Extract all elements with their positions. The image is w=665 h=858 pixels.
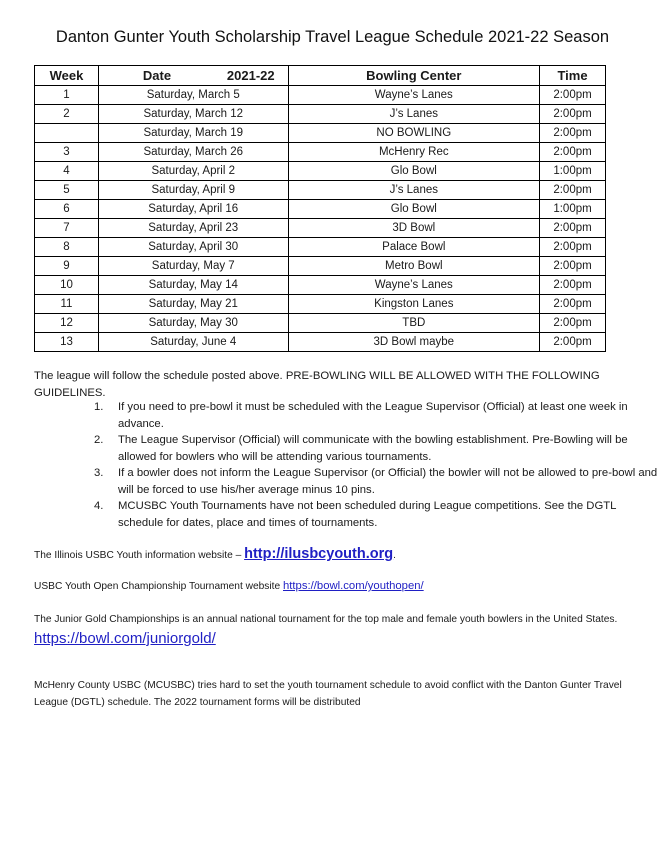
guideline-number: 2.: [94, 434, 104, 446]
cell-time: 2:00pm: [540, 86, 606, 105]
cell-date: Saturday, April 23: [98, 219, 288, 238]
table-row: [35, 181, 606, 200]
table-row: [35, 276, 606, 295]
cell-week: 9: [35, 257, 99, 276]
header-time: Time: [540, 66, 606, 86]
table-row: [35, 124, 606, 143]
cell-time: 2:00pm: [540, 238, 606, 257]
cell-date: Saturday, May 30: [98, 314, 288, 333]
cell-bowling-center: Kingston Lanes: [288, 295, 539, 314]
cell-week: 4: [35, 162, 99, 181]
intro-paragraph: The league will follow the schedule posted above. PRE-BOWLING WILL BE ALLOWED WITH THE FOLLOWING GUIDELINES.: [34, 370, 600, 399]
header-bowling-center: Bowling Center: [288, 66, 539, 86]
table-row: [35, 162, 606, 181]
cell-date: Saturday, March 26: [98, 143, 288, 162]
guideline-text: MCUSBC Youth Tournaments have not been scheduled during League competitions. See the DGTL schedule for dates, place and times of tournaments.: [118, 500, 617, 529]
cell-bowling-center: Wayne’s Lanes: [288, 86, 539, 105]
cell-week: 6: [35, 200, 99, 219]
table-row: [35, 333, 606, 352]
cell-bowling-center: NO BOWLING: [288, 124, 539, 143]
table-row: [35, 86, 606, 105]
mcusbc-paragraph: McHenry County USBC (MCUSBC) tries hard to set the youth tournament schedule to avoid conflict with the Danton Gunter Travel League (DGTL) schedule. The 2022 tournament forms will be distributed: [34, 680, 622, 708]
illinois-usbc-suffix: .: [393, 550, 396, 561]
cell-week: 12: [35, 314, 99, 333]
table-row: [35, 105, 606, 124]
page-title: Danton Gunter Youth Scholarship Travel League Schedule 2021-22 Season: [55, 28, 610, 46]
guideline-item: [94, 432, 658, 465]
youth-open-text: USBC Youth Open Championship Tournament website: [34, 581, 283, 592]
cell-week: 13: [35, 333, 99, 352]
guideline-text: The League Supervisor (Official) will communicate with the bowling establishment. Pre-Bowling will be allowed for bowlers who will be attending various tournaments.: [118, 434, 628, 463]
cell-week: 7: [35, 219, 99, 238]
table-row: [35, 238, 606, 257]
cell-bowling-center: J’s Lanes: [288, 181, 539, 200]
cell-bowling-center: Glo Bowl: [288, 162, 539, 181]
junior-gold-paragraph: [34, 610, 634, 650]
table-header-row: [35, 66, 606, 86]
cell-week: 2: [35, 105, 99, 124]
cell-date: Saturday, March 5: [98, 86, 288, 105]
youth-open-line: [34, 578, 634, 595]
header-date-label: Date: [142, 68, 172, 83]
cell-bowling-center: 3D Bowl maybe: [288, 333, 539, 352]
table-row: [35, 200, 606, 219]
cell-time: 1:00pm: [540, 162, 606, 181]
guideline-number: 3.: [94, 467, 104, 479]
cell-bowling-center: Wayne’s Lanes: [288, 276, 539, 295]
table-row: [35, 314, 606, 333]
schedule-body: [35, 86, 606, 352]
cell-date: Saturday, April 16: [98, 200, 288, 219]
junior-gold-link[interactable]: https://bowl.com/juniorgold/: [34, 630, 216, 647]
guideline-number: 1.: [94, 401, 104, 413]
guideline-text: If a bowler does not inform the League Supervisor (or Official) the bowler will not be allowed to pre-bowl and will be forced to use his/her average minus 10 pins.: [118, 467, 658, 496]
cell-bowling-center: McHenry Rec: [288, 143, 539, 162]
table-row: [35, 295, 606, 314]
cell-date: Saturday, May 14: [98, 276, 288, 295]
illinois-usbc-line: [34, 546, 634, 564]
cell-time: 1:00pm: [540, 200, 606, 219]
illinois-usbc-link[interactable]: http://ilusbcyouth.org: [244, 546, 394, 562]
cell-time: 2:00pm: [540, 314, 606, 333]
cell-date: Saturday, May 21: [98, 295, 288, 314]
schedule-table: [34, 65, 606, 352]
youth-open-link[interactable]: https://bowl.com/youthopen/: [283, 580, 424, 592]
guideline-item: [94, 498, 658, 531]
cell-time: 2:00pm: [540, 257, 606, 276]
cell-week: 3: [35, 143, 99, 162]
guidelines-list: [94, 399, 658, 531]
cell-bowling-center: 3D Bowl: [288, 219, 539, 238]
cell-date: Saturday, April 2: [98, 162, 288, 181]
cell-date: Saturday, May 7: [98, 257, 288, 276]
cell-time: 2:00pm: [540, 143, 606, 162]
header-season-label: 2021-22: [226, 68, 275, 83]
cell-time: 2:00pm: [540, 181, 606, 200]
guideline-item: [94, 465, 658, 498]
cell-date: Saturday, June 4: [98, 333, 288, 352]
cell-bowling-center: Glo Bowl: [288, 200, 539, 219]
header-week: Week: [35, 66, 99, 86]
cell-time: 2:00pm: [540, 105, 606, 124]
cell-time: 2:00pm: [540, 219, 606, 238]
cell-week: 10: [35, 276, 99, 295]
cell-week: 5: [35, 181, 99, 200]
cell-time: 2:00pm: [540, 276, 606, 295]
cell-date: Saturday, March 19: [98, 124, 288, 143]
table-row: [35, 219, 606, 238]
table-row: [35, 143, 606, 162]
cell-bowling-center: Metro Bowl: [288, 257, 539, 276]
cell-week: [35, 124, 99, 143]
cell-bowling-center: TBD: [288, 314, 539, 333]
cell-date: Saturday, March 12: [98, 105, 288, 124]
guideline-number: 4.: [94, 500, 104, 512]
table-row: [35, 257, 606, 276]
cell-week: 1: [35, 86, 99, 105]
header-date: [98, 66, 288, 86]
cell-week: 11: [35, 295, 99, 314]
illinois-usbc-text: The Illinois USBC Youth information website –: [34, 550, 245, 561]
cell-time: 2:00pm: [540, 295, 606, 314]
cell-date: Saturday, April 9: [98, 181, 288, 200]
cell-week: 8: [35, 238, 99, 257]
guideline-text: If you need to pre-bowl it must be scheduled with the League Supervisor (Official) at least one week in advance.: [118, 401, 628, 430]
cell-bowling-center: Palace Bowl: [288, 238, 539, 257]
cell-time: 2:00pm: [540, 333, 606, 352]
junior-gold-text: The Junior Gold Championships is an annual national tournament for the top male and female youth bowlers in the United States.: [34, 614, 618, 625]
cell-date: Saturday, April 30: [98, 238, 288, 257]
guideline-item: [94, 399, 658, 432]
cell-bowling-center: J’s Lanes: [288, 105, 539, 124]
cell-time: 2:00pm: [540, 124, 606, 143]
